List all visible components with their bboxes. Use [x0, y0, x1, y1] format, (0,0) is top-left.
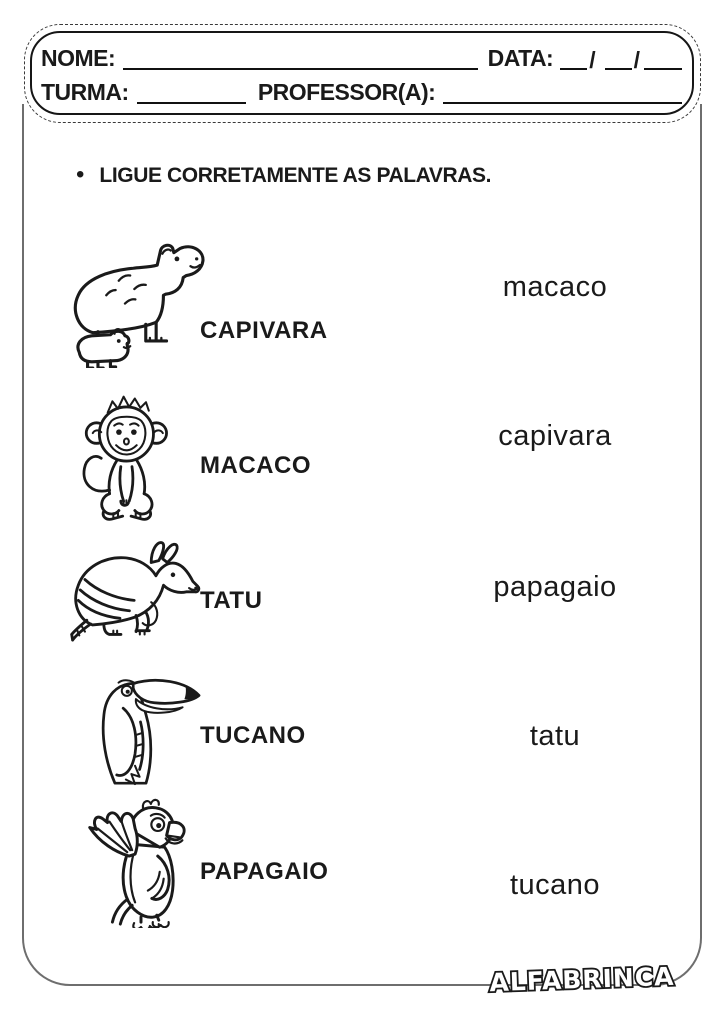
animal-label-macaco: MACACO: [200, 452, 311, 479]
armadillo-illustration: [66, 532, 208, 646]
name-label: NOME:: [41, 45, 116, 72]
header-card: [30, 31, 694, 115]
monkey-illustration: [76, 392, 188, 532]
match-word-capivara: capivara: [498, 420, 612, 452]
class-label: TURMA:: [41, 78, 129, 105]
instruction-bullet: •: [76, 161, 85, 188]
match-word-tucano: tucano: [509, 869, 601, 901]
teacher-blank-line: [443, 84, 682, 104]
date-year-blank: [644, 50, 682, 70]
match-word-papagaio: papagaio: [493, 571, 617, 603]
date-slash: /: [589, 47, 596, 74]
teacher-label: PROFESSOR(A):: [257, 78, 436, 105]
name-blank-line: [123, 50, 477, 70]
capybara-illustration: [58, 235, 246, 368]
date-label: DATA:: [487, 45, 554, 72]
match-word-macaco: macaco: [502, 271, 608, 303]
match-word-tatu: tatu: [529, 720, 581, 752]
date-day-blank: [560, 50, 587, 70]
animal-label-tucano: TUCANO: [200, 722, 306, 749]
logo-text: ALFABRINCA: [489, 961, 675, 998]
date-slash: /: [633, 47, 640, 74]
toucan-illustration: [82, 667, 210, 786]
header-row-class-teacher: [41, 74, 682, 104]
animal-label-tatu: TATU: [200, 587, 263, 614]
animal-label-papagaio: PAPAGAIO: [200, 858, 329, 885]
date-month-blank: [605, 50, 632, 70]
alfabrinca-logo: [487, 957, 677, 1003]
instruction-text: LIGUE CORRETAMENTE AS PALAVRAS.: [99, 164, 492, 187]
instruction: [76, 161, 492, 188]
header-row-name-date: [41, 40, 682, 74]
class-blank-line: [137, 84, 246, 104]
parrot-illustration: [72, 795, 210, 928]
animal-label-capivara: CAPIVARA: [200, 317, 328, 344]
